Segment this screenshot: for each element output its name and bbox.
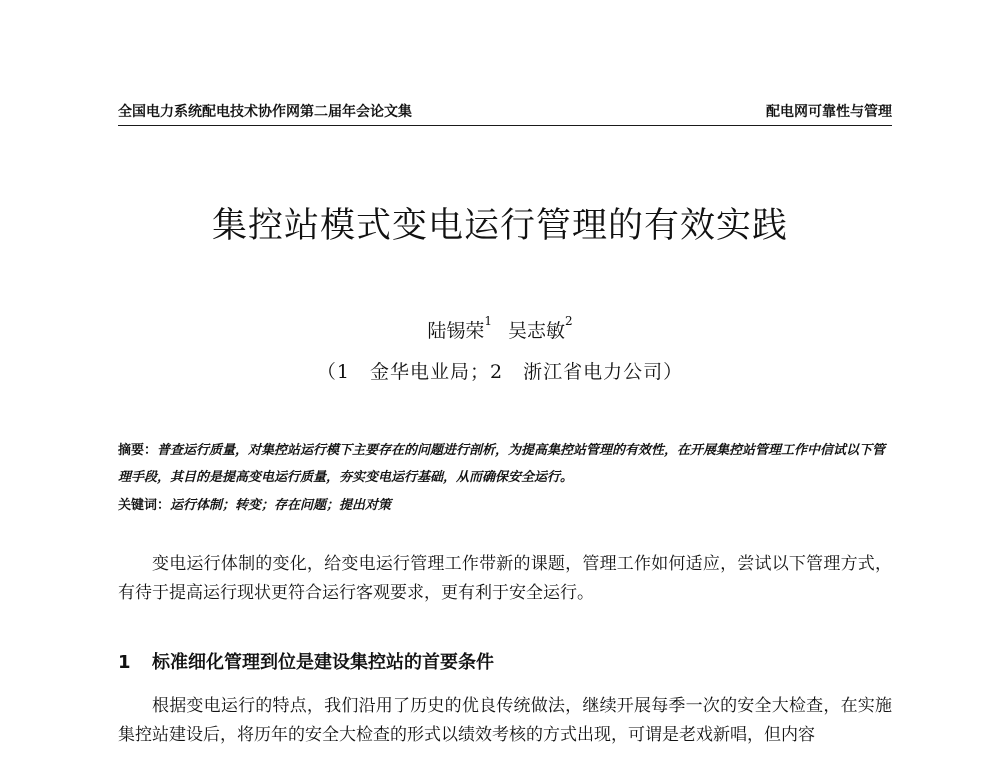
keywords (118, 492, 892, 519)
abstract (118, 437, 892, 491)
section-title: 标准细化管理到位是建设集控站的首要条件 (152, 652, 494, 673)
section-number: 1 (118, 652, 131, 673)
author-name: 吴志敏 (508, 320, 566, 342)
section-heading (118, 648, 892, 674)
intro-paragraph: 变电运行体制的变化，给变电运行管理工作带新的课题，管理工作如何适应，尝试以下管理方式，有待于提高运行现状更符合运行客观要求，更有利于安全运行。 (118, 554, 892, 603)
abstract-text: 普查运行质量，对集控站运行模下主要存在的问题进行剖析，为提高集控站管理的有效性，在开展集控站管理工作中信试以下管理手段，其目的是提高变电运行质量，夯实变电运行基础，从而确保安全运行。 (118, 443, 886, 485)
header-proceedings-title: 全国电力系统配电技术协作网第二届年会论文集 (118, 104, 412, 120)
header-section-name: 配电网可靠性与管理 (766, 104, 892, 120)
author-line (0, 316, 1000, 343)
keywords-label: 关键词： (118, 498, 171, 513)
body-paragraph: 根据变电运行的特点，我们沿用了历史的优良传统做法，继续开展每季一次的安全大检查，在实施集控站建设后，将历年的安全大检查的形式以绩效考核的方式出现，可谓是老戏新唱，但内容 (118, 696, 892, 745)
running-header (118, 103, 892, 126)
keywords-text: 运行体制；转变；存在问题；提出对策 (170, 498, 392, 513)
author-affiliation-mark: 1 (484, 314, 492, 328)
paper-title: 集控站模式变电运行管理的有效实践 (211, 206, 788, 246)
affiliation-line: （1 金华电业局；2 浙江省电力公司） (316, 361, 684, 383)
author-name: 陆锡荣 (427, 320, 485, 342)
abstract-label: 摘要： (118, 443, 158, 458)
author-affiliation-mark: 2 (565, 314, 573, 328)
